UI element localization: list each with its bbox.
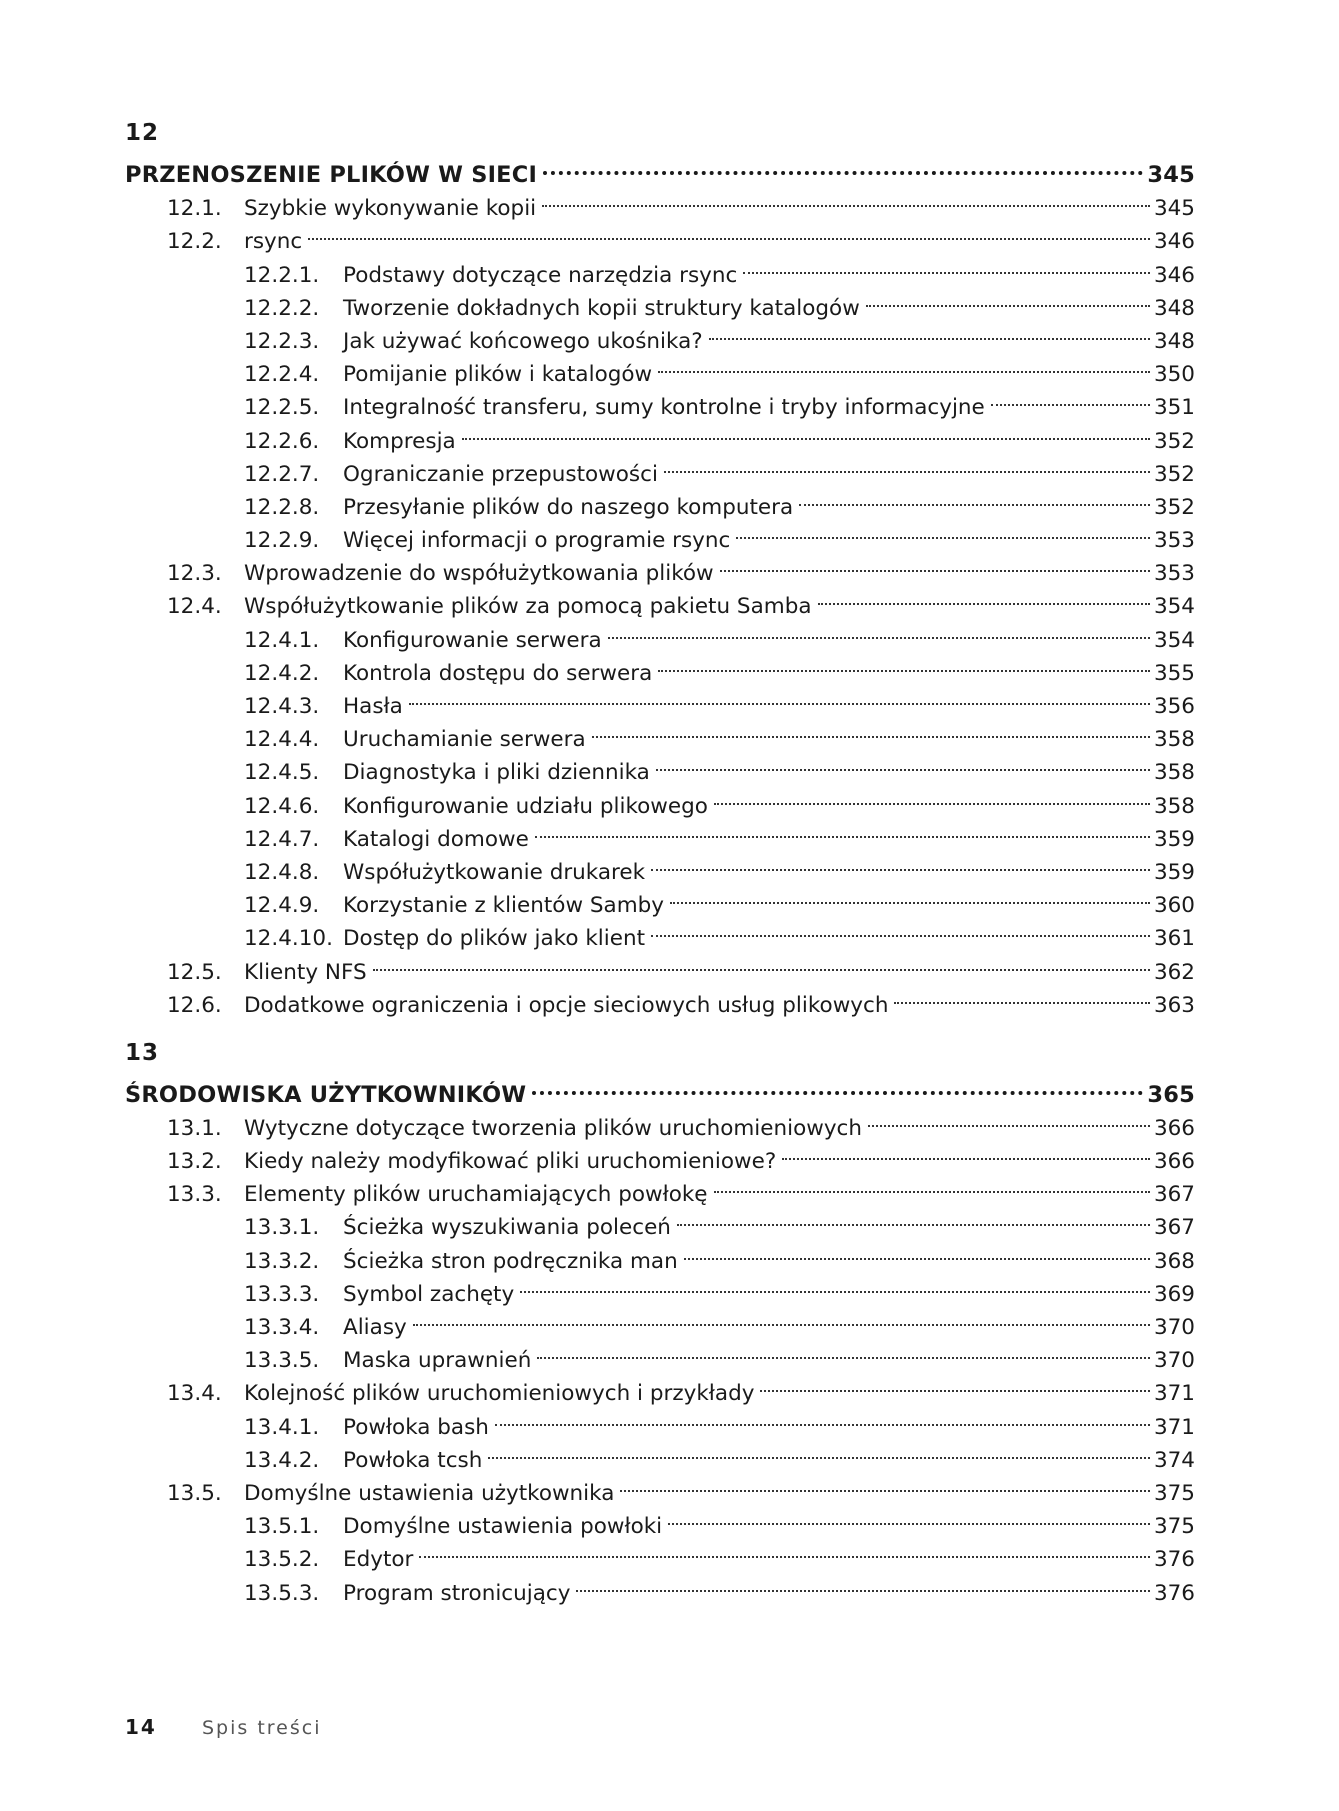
entry-title: Katalogi domowe [343, 826, 529, 852]
entry-page-number: 355 [1153, 660, 1195, 686]
entry-title: Wytyczne dotyczące tworzenia plików uruchomieniowych [244, 1115, 862, 1141]
dot-leader [866, 282, 1150, 315]
entry-number: 12.4.1. [244, 627, 320, 653]
entry-page-number: 353 [1153, 561, 1195, 587]
entry-title: Klienty NFS [244, 959, 367, 985]
chapter-number: 12 [125, 120, 160, 146]
entry-title: rsync [244, 229, 303, 255]
entry-number: 12.5. [167, 959, 222, 985]
entry-number: 12.2.3. [244, 328, 320, 354]
entry-page-number: 376 [1153, 1580, 1195, 1606]
dot-leader [537, 1334, 1150, 1367]
entry-title: Aliasy [343, 1315, 407, 1340]
entry-number: 13.3.5. [244, 1348, 320, 1374]
entry-title: Ścieżka wyszukiwania poleceń [343, 1215, 671, 1241]
entry-title: Hasła [343, 694, 403, 719]
entry-page-number: 374 [1153, 1447, 1195, 1473]
entry-title: Kolejność plików uruchomieniowych i przykłady [244, 1381, 755, 1407]
entry-number: 13.4.2. [244, 1447, 320, 1473]
entry-number: 13.5.2. [244, 1547, 320, 1573]
entry-number: 12.2.1. [244, 262, 320, 288]
entry-page-number: 346 [1153, 229, 1195, 255]
dot-leader [868, 1102, 1150, 1135]
chapter-title-row[interactable] [125, 149, 1195, 188]
entry-number: 13.2. [167, 1149, 222, 1175]
dot-leader [592, 713, 1150, 746]
dot-leader [668, 1500, 1150, 1533]
entry-page-number: 346 [1153, 262, 1195, 288]
chapter-page-number: 365 [1147, 1081, 1195, 1108]
dot-leader [542, 182, 1150, 215]
entry-page-number: 361 [1153, 926, 1195, 952]
entry-title: Kiedy należy modyfikować pliki uruchomieniowe? [244, 1149, 777, 1175]
dot-leader [520, 1268, 1150, 1301]
dot-leader [462, 414, 1150, 447]
dot-leader [651, 846, 1150, 879]
dot-leader [532, 1069, 1143, 1102]
entry-title: Korzystanie z klientów Samby [343, 893, 665, 919]
entry-number: 13.4. [167, 1381, 222, 1407]
entry-title: Więcej informacji o programie rsync [343, 528, 731, 554]
entry-page-number: 348 [1153, 295, 1195, 321]
dot-leader [658, 348, 1150, 381]
dot-leader [543, 149, 1143, 182]
entry-title: Ograniczanie przepustowości [343, 461, 658, 487]
entry-page-number: 354 [1153, 627, 1195, 653]
entry-page-number: 370 [1153, 1315, 1195, 1340]
entry-title: Elementy plików uruchamiających powłokę [244, 1182, 708, 1208]
chapter-section [125, 1038, 1195, 1606]
entry-number: 12.2. [167, 229, 222, 255]
entry-number: 12.3. [167, 561, 222, 587]
entry-page-number: 369 [1153, 1281, 1195, 1307]
dot-leader [714, 779, 1150, 812]
entry-page-number: 366 [1153, 1149, 1195, 1175]
entry-number: 12.2.9. [244, 528, 320, 554]
entry-page-number: 366 [1153, 1115, 1195, 1141]
entry-number: 12.4.9. [244, 893, 320, 919]
entry-number: 13.4.1. [244, 1414, 320, 1440]
entry-number: 12.1. [167, 196, 222, 222]
dot-leader [736, 514, 1150, 547]
chapter-title: ŚRODOWISKA UŻYTKOWNIKÓW [125, 1081, 527, 1108]
dot-leader [684, 1234, 1150, 1267]
dot-leader [720, 547, 1150, 580]
entry-title: Edytor [343, 1547, 414, 1573]
page-footer [125, 1715, 322, 1739]
dot-leader [670, 879, 1150, 912]
entry-number: 12.2.2. [244, 295, 320, 321]
entry-page-number: 351 [1153, 395, 1195, 421]
entry-number: 12.2.5. [244, 395, 320, 421]
dot-leader [620, 1467, 1150, 1500]
entry-page-number: 376 [1153, 1547, 1195, 1573]
entry-page-number: 358 [1153, 727, 1195, 753]
entry-number: 13.3.2. [244, 1248, 320, 1274]
entry-number: 12.4.5. [244, 760, 320, 786]
entry-page-number: 353 [1153, 528, 1195, 554]
dot-leader [576, 1566, 1150, 1599]
entry-number: 13.3.4. [244, 1315, 320, 1340]
entry-page-number: 358 [1153, 760, 1195, 786]
entry-page-number: 362 [1153, 959, 1195, 985]
dot-leader [714, 1168, 1150, 1201]
entry-number: 12.4.6. [244, 793, 320, 819]
entry-title: Symbol zachęty [343, 1281, 515, 1307]
dot-leader [664, 448, 1150, 481]
entry-page-number: 360 [1153, 893, 1195, 919]
entry-title: Program stronicujący [343, 1580, 571, 1606]
entry-number: 12.4.4. [244, 727, 320, 753]
dot-leader [760, 1367, 1150, 1400]
entry-number: 12.2.8. [244, 494, 320, 520]
entry-title: Współużytkowanie plików za pomocą pakietu Samba [244, 594, 812, 620]
entry-number: 12.4.7. [244, 826, 320, 852]
entry-page-number: 375 [1153, 1514, 1195, 1540]
entry-title: Powłoka bash [343, 1414, 489, 1440]
entry-page-number: 352 [1153, 428, 1195, 454]
entry-number: 12.2.4. [244, 362, 320, 388]
entry-number: 12.2.7. [244, 461, 320, 487]
entry-number: 13.5.3. [244, 1580, 320, 1606]
dot-leader [658, 647, 1150, 680]
entry-title: Uruchamianie serwera [343, 727, 586, 753]
dot-leader [409, 680, 1150, 713]
entry-title: Tworzenie dokładnych kopii struktury katalogów [343, 295, 860, 321]
entry-page-number: 354 [1153, 594, 1195, 620]
dot-leader [535, 813, 1150, 846]
footer-running-title: Spis treści [202, 1717, 322, 1739]
entry-page-number: 367 [1153, 1182, 1195, 1208]
entry-page-number: 348 [1153, 328, 1195, 354]
entry-page-number: 352 [1153, 494, 1195, 520]
entry-number: 13.3. [167, 1182, 222, 1208]
entry-title: Ścieżka stron podręcznika man [343, 1248, 678, 1274]
entry-title: Powłoka tcsh [343, 1447, 483, 1473]
entry-number: 13.3.3. [244, 1281, 320, 1307]
entry-title: Diagnostyka i pliki dziennika [343, 760, 650, 786]
entry-number: 12.2.6. [244, 428, 320, 454]
entry-page-number: 368 [1153, 1248, 1195, 1274]
dot-leader [743, 248, 1150, 281]
entry-title: Jak używać końcowego ukośnika? [343, 328, 703, 354]
dot-leader [799, 481, 1150, 514]
chapter-section [125, 118, 1195, 1018]
entry-title: Konfigurowanie serwera [343, 627, 602, 653]
dot-leader [894, 979, 1150, 1012]
entry-number: 12.4. [167, 594, 222, 620]
dot-leader [651, 912, 1150, 945]
entry-number: 13.5. [167, 1480, 222, 1506]
entry-page-number: 359 [1153, 826, 1195, 852]
entry-title: Kontrola dostępu do serwera [343, 660, 653, 686]
entry-title: Współużytkowanie drukarek [343, 859, 646, 885]
dot-leader [488, 1434, 1150, 1467]
entry-page-number: 358 [1153, 793, 1195, 819]
entry-title: Domyślne ustawienia powłoki [343, 1514, 663, 1540]
entry-number: 13.5.1. [244, 1514, 320, 1540]
chapter-page-number: 345 [1147, 162, 1195, 188]
entry-page-number: 363 [1153, 992, 1195, 1018]
dot-leader [373, 945, 1150, 978]
table-of-contents [125, 118, 1195, 1626]
entry-page-number: 359 [1153, 859, 1195, 885]
chapter-number: 13 [125, 1039, 160, 1066]
entry-title: Kompresja [343, 428, 456, 454]
entry-number: 12.6. [167, 992, 222, 1018]
entry-page-number: 352 [1153, 461, 1195, 487]
entry-title: Pomijanie plików i katalogów [343, 362, 653, 388]
entry-title: Maska uprawnień [343, 1348, 532, 1374]
dot-leader [991, 381, 1150, 414]
dot-leader [608, 613, 1150, 646]
entry-page-number: 367 [1153, 1215, 1195, 1241]
entry-page-number: 370 [1153, 1348, 1195, 1374]
entry-number: 12.4.8. [244, 859, 320, 885]
entry-number: 12.4.2. [244, 660, 320, 686]
dot-leader [656, 746, 1150, 779]
entry-title: Domyślne ustawienia użytkownika [244, 1480, 615, 1506]
entry-page-number: 356 [1153, 694, 1195, 719]
entry-number: 13.1. [167, 1115, 222, 1141]
entry-page-number: 371 [1153, 1414, 1195, 1440]
dot-leader [709, 315, 1150, 348]
entry-number: 12.4.10. [244, 926, 333, 952]
entry-page-number: 345 [1153, 196, 1195, 222]
entry-title: Przesyłanie plików do naszego komputera [343, 494, 794, 520]
footer-page-number: 14 [125, 1715, 157, 1739]
dot-leader [782, 1135, 1150, 1168]
entry-title: Integralność transferu, sumy kontrolne i tryby informacyjne [343, 395, 985, 421]
chapter-title: PRZENOSZENIE PLIKÓW W SIECI [125, 162, 538, 188]
entry-page-number: 375 [1153, 1480, 1195, 1506]
entry-title: Dostęp do plików jako klient [343, 926, 646, 952]
dot-leader [495, 1400, 1150, 1433]
entry-title: Szybkie wykonywanie kopii [244, 196, 537, 222]
entry-title: Dodatkowe ograniczenia i opcje sieciowych usług plikowych [244, 992, 889, 1018]
chapter-title-row[interactable] [125, 1069, 1195, 1108]
dot-leader [308, 215, 1150, 248]
entry-number: 12.4.3. [244, 694, 320, 719]
entry-page-number: 371 [1153, 1381, 1195, 1407]
entry-number: 13.3.1. [244, 1215, 320, 1241]
entry-title: Podstawy dotyczące narzędzia rsync [343, 262, 738, 288]
dot-leader [818, 580, 1150, 613]
entry-page-number: 350 [1153, 362, 1195, 388]
entry-title: Wprowadzenie do współużytkowania plików [244, 561, 714, 587]
entry-title: Konfigurowanie udziału plikowego [343, 793, 708, 819]
dot-leader [413, 1301, 1150, 1334]
dot-leader [677, 1201, 1150, 1234]
dot-leader [419, 1533, 1150, 1566]
